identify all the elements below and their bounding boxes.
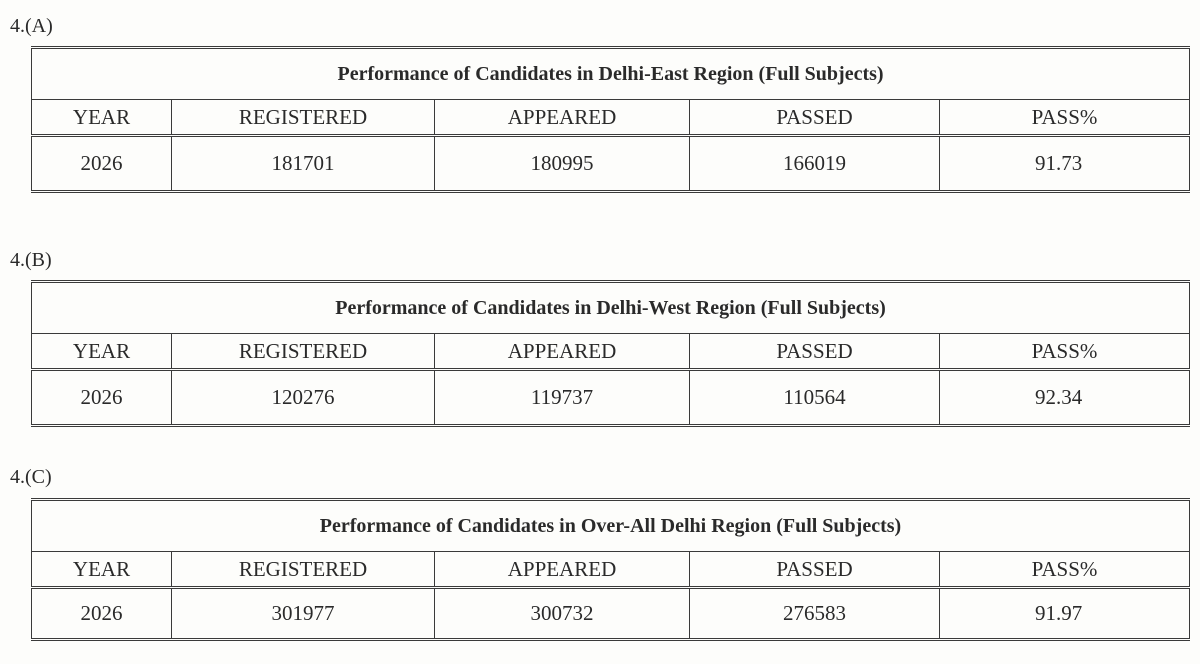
header-appeared: APPEARED xyxy=(435,100,690,136)
header-year: YEAR xyxy=(32,552,172,588)
cell-appeared: 180995 xyxy=(435,136,690,192)
section-label-a: 4.(A) xyxy=(10,15,53,37)
cell-registered: 301977 xyxy=(172,588,435,640)
header-appeared: APPEARED xyxy=(435,334,690,370)
cell-pass-percent: 91.73 xyxy=(940,136,1190,192)
header-pass-percent: PASS% xyxy=(940,552,1190,588)
table-title: Performance of Candidates in Over-All Delhi Region (Full Subjects) xyxy=(32,500,1190,552)
header-registered: REGISTERED xyxy=(172,334,435,370)
table-row xyxy=(32,370,1190,426)
cell-registered: 120276 xyxy=(172,370,435,426)
cell-passed: 110564 xyxy=(690,370,940,426)
section-label-b: 4.(B) xyxy=(10,249,52,271)
table-row xyxy=(32,588,1190,640)
cell-passed: 166019 xyxy=(690,136,940,192)
header-registered: REGISTERED xyxy=(172,552,435,588)
table-title-row xyxy=(32,282,1190,334)
header-passed: PASSED xyxy=(690,100,940,136)
header-year: YEAR xyxy=(32,334,172,370)
table-header-row xyxy=(32,100,1190,136)
cell-appeared: 119737 xyxy=(435,370,690,426)
table-title-row xyxy=(32,500,1190,552)
header-registered: REGISTERED xyxy=(172,100,435,136)
cell-passed: 276583 xyxy=(690,588,940,640)
table-header-row xyxy=(32,552,1190,588)
header-passed: PASSED xyxy=(690,552,940,588)
table-title-row xyxy=(32,48,1190,100)
header-year: YEAR xyxy=(32,100,172,136)
header-pass-percent: PASS% xyxy=(940,100,1190,136)
cell-appeared: 300732 xyxy=(435,588,690,640)
cell-pass-percent: 92.34 xyxy=(940,370,1190,426)
table-title: Performance of Candidates in Delhi-West Region (Full Subjects) xyxy=(32,282,1190,334)
cell-year: 2026 xyxy=(32,136,172,192)
header-pass-percent: PASS% xyxy=(940,334,1190,370)
cell-year: 2026 xyxy=(32,588,172,640)
cell-pass-percent: 91.97 xyxy=(940,588,1190,640)
header-passed: PASSED xyxy=(690,334,940,370)
table-header-row xyxy=(32,334,1190,370)
table-delhi-west xyxy=(31,280,1190,427)
table-title: Performance of Candidates in Delhi-East Region (Full Subjects) xyxy=(32,48,1190,100)
table-overall-delhi xyxy=(31,498,1190,641)
table-delhi-east xyxy=(31,46,1190,193)
header-appeared: APPEARED xyxy=(435,552,690,588)
cell-year: 2026 xyxy=(32,370,172,426)
cell-registered: 181701 xyxy=(172,136,435,192)
table-row xyxy=(32,136,1190,192)
section-label-c: 4.(C) xyxy=(10,466,52,488)
